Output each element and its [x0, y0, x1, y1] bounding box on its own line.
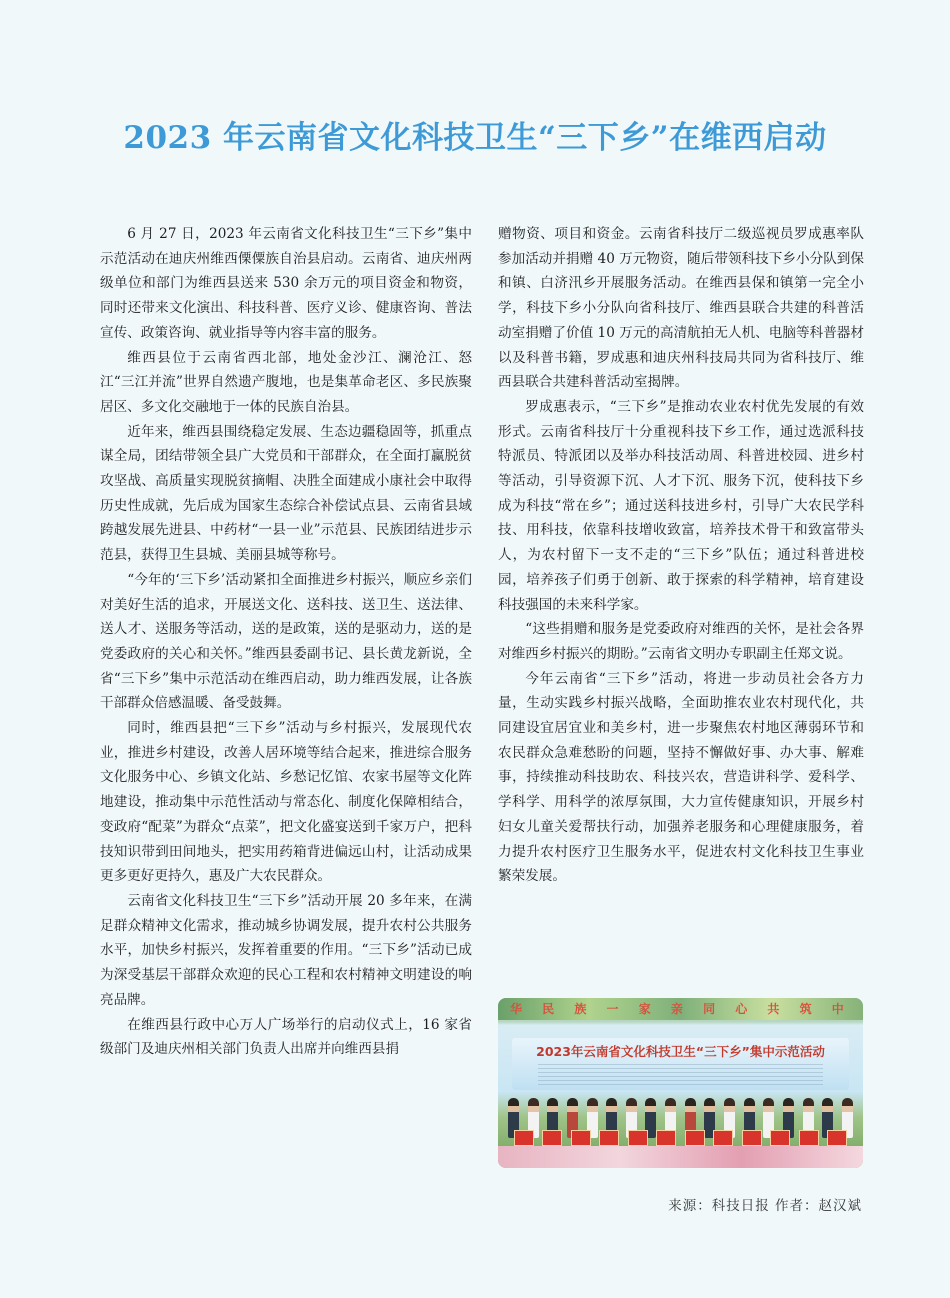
photo-banner: 华 民 族 一 家 亲 同 心 共 筑 中	[498, 998, 863, 1020]
donation-sign	[685, 1130, 705, 1146]
donation-sign	[713, 1130, 733, 1146]
page-title: 2023 年云南省文化科技卫生“三下乡”在维西启动	[123, 120, 827, 156]
donation-sign	[827, 1130, 847, 1146]
paragraph: 云南省文化科技卫生“三下乡”活动开展 20 多年来，在满足群众精神文化需求，推动城乡协调发展，提升农村公共服务水平，加快乡村振兴，发挥着重要的作用。“三下乡”活动已成为深受基层干部群众欢迎的民心工程和农村精神文明建设的响亮品牌。	[100, 892, 472, 1008]
article-left-column	[100, 222, 472, 1062]
paragraph: 近年来，维西县围绕稳定发展、生态边疆稳固等，抓重点谋全局，团结带领全县广大党员和干部群众，在全面打赢脱贫攻坚战、高质量实现脱贫摘帽、决胜全面建成小康社会中取得历史性成就，先后成为国家生态综合补偿试点县、云南省县域跨越发展先进县、中药材“一县一业”示范县、民族团结进步示范县，获得卫生县城、美丽县城等称号。	[100, 423, 472, 564]
donation-sign	[514, 1130, 534, 1146]
donation-sign	[542, 1130, 562, 1146]
donation-sign	[571, 1130, 591, 1146]
article-right-column	[498, 222, 864, 889]
paragraph: “这些捐赠和服务是党委政府对维西的关怀，是社会各界对维西乡村振兴的期盼。”云南省文明办专职副主任郑文说。	[498, 621, 864, 662]
paragraph: 今年云南省“三下乡”活动，将进一步动员社会各方力量，生动实践乡村振兴战略，全面助推农业农村现代化，共同建设宜居宜业和美乡村，进一步聚焦农村地区薄弱环节和农民群众急难愁盼的问题，坚持不懈做好事、办大事、解难事，持续推动科技助农、科技兴农，营造讲科学、爱科学、学科学、用科学的浓厚氛围，大力宣传健康知识，开展乡村妇女儿童关爱帮扶行动，加强养老服务和心理健康服务，着力提升农村医疗卫生服务水平，促进农村文化科技卫生事业繁荣发展。	[498, 670, 864, 885]
paragraph: 维西县位于云南省西北部，地处金沙江、澜沧江、怒江“三江并流”世界自然遗产腹地，也是集革命老区、多民族聚居区、多文化交融地于一体的民族自治县。	[100, 349, 472, 415]
donation-sign	[599, 1130, 619, 1146]
paragraph: 赠物资、项目和资金。云南省科技厅二级巡视员罗成惠率队参加活动并捐赠 40 万元物资，随后带领科技下乡小分队到保和镇、白济汛乡开展服务活动。在维西县保和镇第一完全小学，科技下乡小分队向省科技厅、维西县联合共建的科普活动室捐赠了价值 10 万元的高清航拍无人机、电脑等科普器材以及科普书籍，罗成惠和迪庆州科技局共同为省科技厅、维西县联合共建科普活动室揭牌。	[498, 226, 864, 391]
paragraph: “今年的‘三下乡’活动紧扣全面推进乡村振兴，顺应乡亲们对美好生活的追求，开展送文化、送科技、送卫生、送法律、送人才、送服务等活动，送的是政策，送的是驱动力，送的是党委政府的关心和关怀。”维西县委副书记、县长黄龙新说，全省“三下乡”集中示范活动在维西启动，助力维西发展，让各族干部群众倍感温暖、备受鼓舞。	[100, 571, 472, 712]
stage-board-title: 2023年云南省文化科技卫生“三下乡”集中示范活动	[536, 1044, 825, 1059]
photo-foreground	[498, 1146, 863, 1168]
donation-sign	[799, 1130, 819, 1146]
donation-sign	[656, 1130, 676, 1146]
paragraph: 罗成惠表示，“三下乡”是推动农业农村优先发展的有效形式。云南省科技厅十分重视科技下乡工作，通过选派科技特派员、特派团以及举办科技活动周、科普进校园、进乡村等活动，引导资源下沉、人才下沉、服务下沉，使科技下乡成为科技“常在乡”；通过送科技进乡村，引导广大农民学科技、用科技，依靠科技增收致富，培养技术骨干和致富带头人，为农村留下一支不走的“三下乡”队伍；通过科普进校园，培养孩子们勇于创新、敢于探索的科学精神，培育建设科技强国的未来科学家。	[498, 398, 864, 613]
event-photo	[498, 998, 863, 1168]
paragraph: 同时，维西县把“三下乡”活动与乡村振兴，发展现代农业，推进乡村建设，改善人居环境等结合起来，推进综合服务文化服务中心、乡镇文化站、乡愁记忆馆、农家书屋等文化阵地建设，推动集中示范性活动与常态化、制度化保障相结合，变政府“配菜”为群众“点菜”，把文化盛宴送到千家万户，把科技知识带到田间地头，把实用药箱背进偏远山村，让活动成果更多更好更持久，惠及广大农民群众。	[100, 720, 472, 885]
paragraph: 在维西县行政中心万人广场举行的启动仪式上，16 家省级部门及迪庆州相关部门负责人出席并向维西县捐	[100, 1016, 472, 1058]
stage-board-text-lines	[538, 1064, 823, 1086]
donation-sign	[770, 1130, 790, 1146]
paragraph: 6 月 27 日，2023 年云南省文化科技卫生“三下乡”集中示范活动在迪庆州维西傈僳族自治县启动。云南省、迪庆州两级单位和部门为维西县送来 530 余万元的项目资金和物资，同时还带来文化演出、科技科普、医疗义诊、健康咨询、普法宣传、政策咨询、就业指导等内容丰富的服务。	[100, 226, 472, 341]
donation-sign	[742, 1130, 762, 1146]
source-credit: 来源：科技日报 作者：赵汉斌	[668, 1198, 862, 1214]
stage-board	[512, 1038, 849, 1090]
donation-sign	[628, 1130, 648, 1146]
